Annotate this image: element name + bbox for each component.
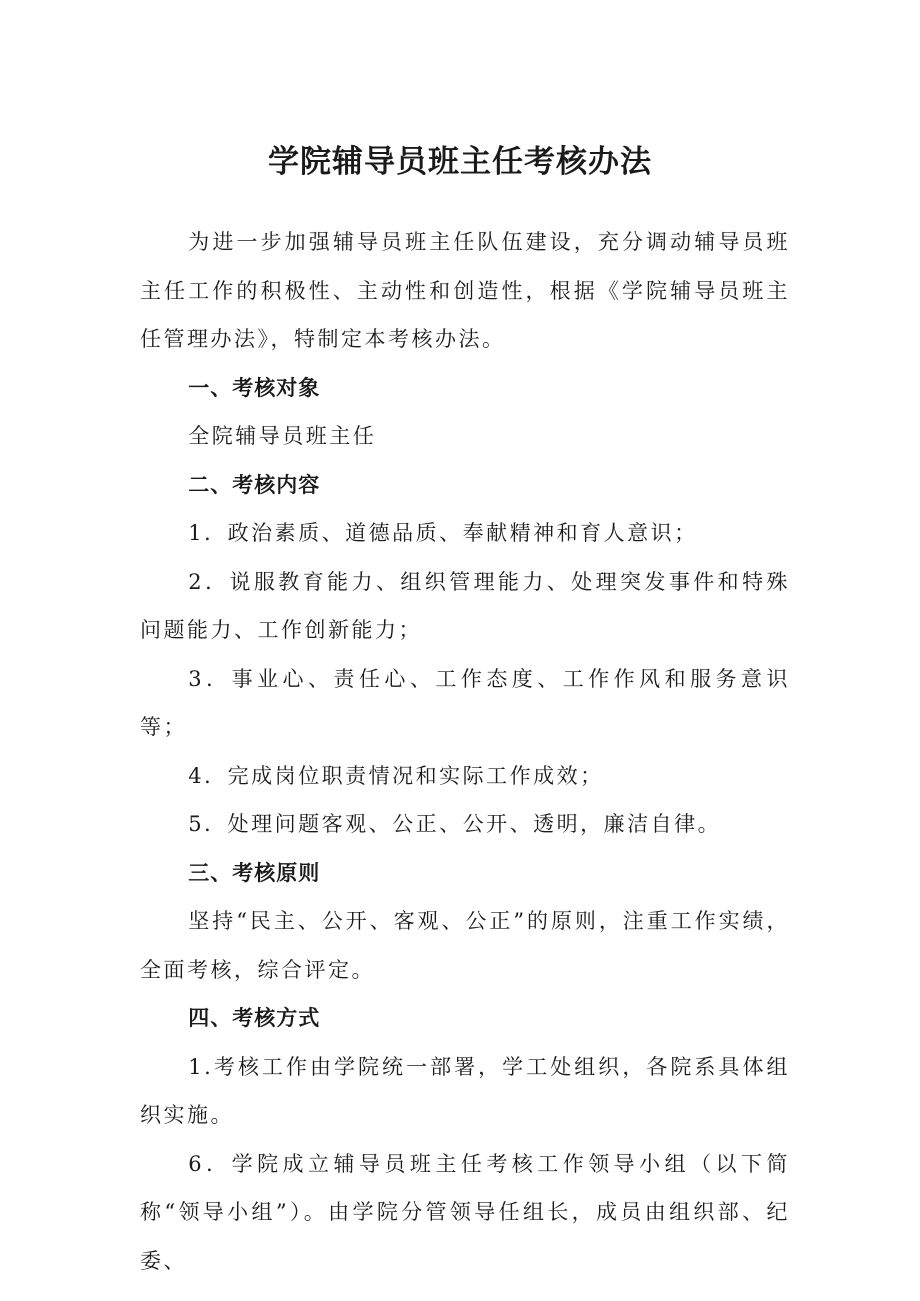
document-body [140,218,790,1285]
section-heading-principles: 三、考核原则 [188,860,321,885]
section-paragraph: 全院辅导员班主任 [188,424,377,448]
list-item: 4．完成岗位职责情况和实际工作成效； [188,763,604,788]
list-item: 2．说服教育能力、组织管理能力、处理突发事件和特殊问题能力、工作创新能力； [140,569,790,642]
list-item: 1．政治素质、道德品质、奉献精神和育人意识； [188,521,698,545]
list-item: 1.考核工作由学院统一部署，学工处组织，各院系具体组织实施。 [140,1054,790,1127]
list-item: 6．学院成立辅导员班主任考核工作领导小组（以下简称“领导小组”）。由学院分管领导任组长，成员由组织部、纪委、 [140,1151,790,1273]
intro-paragraph: 为进一步加强辅导员班主任队伍建设，充分调动辅导员班主任工作的积极性、主动性和创造性，根据《学院辅导员班主任管理办法》，特制定本考核办法。 [140,230,790,351]
list-item: 3．事业心、责任心、工作态度、工作作风和服务意识等； [140,666,790,739]
section-heading-methods: 四、考核方式 [188,1006,321,1030]
section-paragraph: 坚持“民主、公开、客观、公正”的原则，注重工作实绩，全面考核，综合评定。 [140,909,790,982]
section-heading-objects: 一、考核对象 [188,375,321,400]
document-title: 学院辅导员班主任考核办法 [268,144,652,180]
list-item: 5．处理问题客观、公正、公开、透明，廉洁自律。 [188,812,722,836]
section-heading-content: 二、考核内容 [188,472,321,497]
